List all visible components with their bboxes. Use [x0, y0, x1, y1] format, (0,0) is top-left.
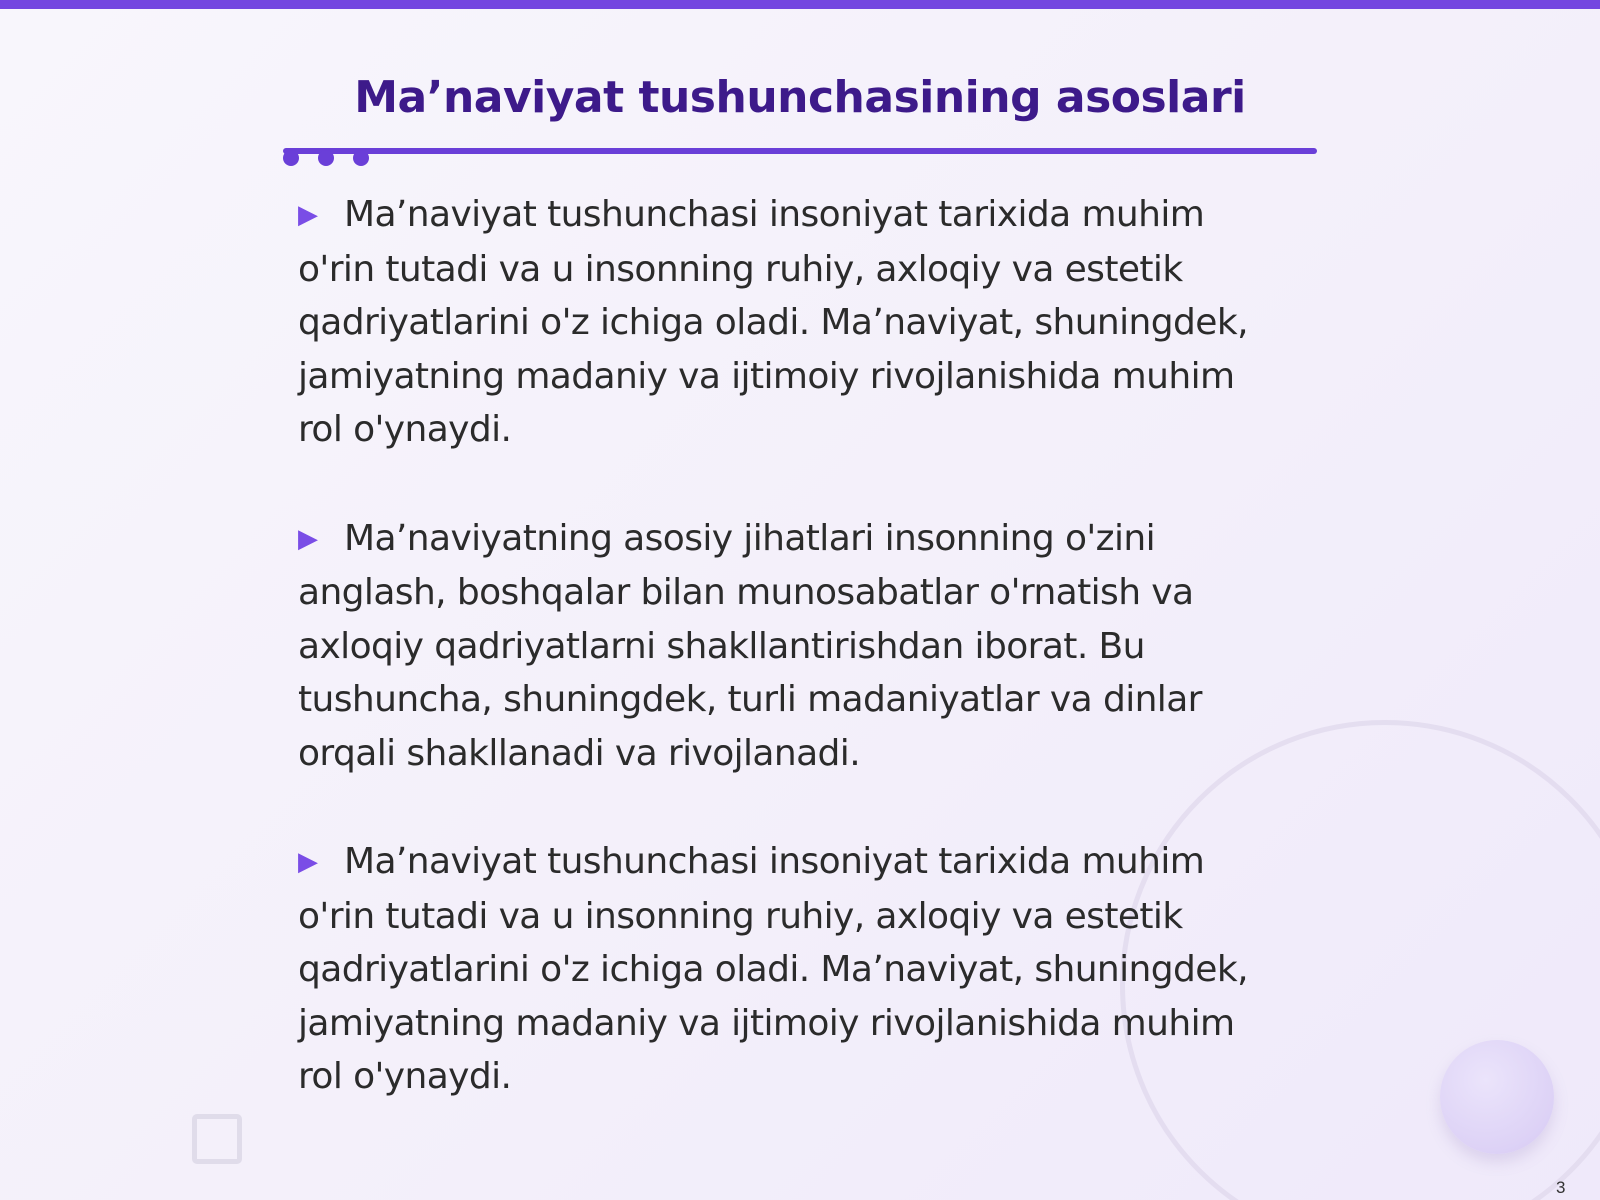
- page-number: 3: [1556, 1178, 1566, 1197]
- decorative-circle: [1440, 1040, 1554, 1154]
- bullet-text: Ma’naviyat tushunchasi insoniyat tarixida muhim o'rin tutadi va u insonning ruhiy, axloqiy va estetik qadriyatlarini o'z ichiga oladi. Ma’naviyat, shuningdek, jamiyatning madaniy va ijtimoiy rivojlanishida muhim rol o'ynaydi.: [298, 841, 1248, 1097]
- decorative-square: [192, 1114, 242, 1164]
- play-arrow-icon: ▶: [298, 200, 318, 230]
- bullet-list: [298, 188, 1288, 1159]
- title-underline: [283, 148, 1317, 154]
- bullet-text: Ma’naviyat tushunchasi insoniyat tarixida muhim o'rin tutadi va u insonning ruhiy, axloqiy va estetik qadriyatlarini o'z ichiga oladi. Ma’naviyat, shuningdek, jamiyatning madaniy va ijtimoiy rivojlanishida muhim rol o'ynaydi.: [298, 194, 1248, 450]
- bullet-item-1: [298, 188, 1288, 457]
- slide-title: Ma’naviyat tushunchasining asoslari: [354, 72, 1246, 123]
- bullet-item-2: [298, 512, 1288, 781]
- decorative-dot-2: [318, 150, 334, 166]
- play-arrow-icon: ▶: [298, 523, 318, 554]
- play-arrow-icon: ▶: [298, 847, 318, 877]
- bullet-text: Ma’naviyatning asosiy jihatlari insonning o'zini anglash, boshqalar bilan munosabatlar o'rnatish va axloqiy qadriyatlarni shakllantirishdan iborat. Bu tushuncha, shuningdek, turli madaniyatlar va dinlar orqali shakllanadi va rivojlanadi.: [298, 517, 1202, 774]
- top-accent-bar: [0, 0, 1600, 9]
- decorative-dot-1: [283, 150, 299, 166]
- decorative-dot-3: [353, 150, 369, 166]
- bullet-item-3: [298, 835, 1288, 1104]
